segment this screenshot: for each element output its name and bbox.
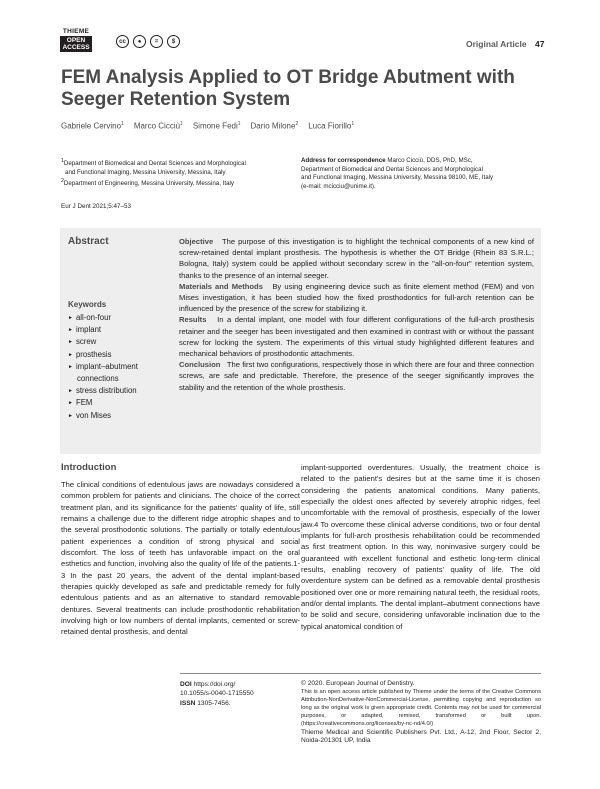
open-label: OPEN bbox=[66, 37, 86, 44]
affiliation-continuation: and Functional Imaging, Messina University, Messina, Italy bbox=[65, 168, 226, 176]
publisher-address: Thieme Medical and Scientific Publishers Pvt. Ltd., A-12, 2nd Floor, Sector 2, Noida-201301 UP, India bbox=[301, 728, 541, 744]
correspondence bbox=[301, 157, 541, 191]
nd-icon: = bbox=[150, 35, 163, 48]
author: Marco Cicciù$^1$ bbox=[133, 121, 183, 131]
abstract-objective: Objective The purpose of this investigation is to highlight the technical components of a new kind of screw-retained dental implant prosthesis. The hypothesis is whether the OT Bridge (Rhein 83 S.R.L.; Bologna, Italy) system could be applied without secondary screw in the "all-on-four" retention system, thanks to the presence of an internal seeger. bbox=[179, 237, 534, 280]
issn-label: ISSN bbox=[180, 699, 196, 707]
publisher-name: THIEME bbox=[62, 28, 90, 35]
copyright: © 2020. European Journal of Dentistry. bbox=[301, 680, 415, 687]
correspondence-email: (e-mail: mcicciu@unime.it). bbox=[301, 182, 376, 190]
abstract-body bbox=[179, 236, 534, 393]
author: Luca Fiorillo$^1$ bbox=[308, 121, 355, 131]
footer-divider bbox=[180, 673, 541, 674]
affiliation: $^2$Department of Engineering, Messina University, Messina, Italy bbox=[61, 178, 234, 188]
access-label: ACCESS bbox=[62, 44, 90, 51]
doi-link[interactable]: https://doi.org/ bbox=[193, 681, 236, 688]
author: Simone Fedi$^1$ bbox=[192, 121, 241, 131]
introduction-left-column bbox=[61, 479, 300, 638]
author-list bbox=[61, 121, 354, 131]
keyword: ► all-on-four bbox=[68, 312, 173, 324]
page-number: 47 bbox=[535, 39, 545, 49]
body-paragraph: implant-supported overdentures. Usually, the treatment choice is related to the patient's desires but at the same time it is chosen considering the patients anatomical conditions. Many patients, especially the oldest ones affected by severely atrophic ridges, feel uncomfortable with the removal of prosthesis, especially of the lower jaw.4 To overcome these clinical adverse conditions, two or four dental implants for full-arch prosthesis rehabilitation could be recommended as first treatment option. In this way, noninvasive surgery could be guaranteed with excellent functional and esthetic long-term clinical results, enabling recovery of patients' quality of life. The old overdenture system can be defined as a removable dental prosthesis positioned over one or more remaining natural teeth, the residual roots, and/or dental implants. The dental implant–abutment connections have to be solid and secure, considering unfavorable inclination due to the typical anatomical condition of bbox=[301, 463, 540, 631]
by-icon: ● bbox=[133, 35, 146, 48]
affiliations bbox=[61, 157, 286, 189]
article-type: Original Article bbox=[466, 39, 527, 49]
introduction-right-column bbox=[301, 462, 540, 632]
keywords-list bbox=[68, 312, 173, 422]
abstract-heading: Abstract bbox=[68, 236, 109, 247]
abstract-methods: Materials and Methods By using engineering device such as finite element method (FEM) and von Mises investigation, it has been studied how the fixed prosthodontics for full-arch retention can be influenced by the presence of the screw for stabilizing it. bbox=[179, 281, 534, 314]
keyword: ► von Mises bbox=[68, 410, 173, 422]
keywords-heading: Keywords bbox=[68, 300, 107, 309]
keyword: ► prosthesis bbox=[68, 349, 173, 361]
keyword: ► FEM bbox=[68, 397, 173, 409]
body-paragraph: The clinical conditions of edentulous jaws are nowadays considered a common problem for patients and clinicians. The choice of the correct treatment plan, and its significance for the patients' quality of life, still remains a challenge due to the different ridge atrophic shapes and to the several prosthodontic solutions. The partially or totally edentulous patient experiences a condition of strong physical and social discomfort. The loss of teeth has unfavorable impact on the oral esthetics and function, involving also the quality of life of the patients.1-3 In the past 20 years, the advent of the dental implant-based therapies quickly developed as safe and predictable remedy for fully edentulous patients and as an alternative to standard removable dentures. Several treatments can include prosthodontic rehabilitation involving high or low numbers of dental implants, cemented or screw-retained dental prosthesis, and dental bbox=[61, 480, 300, 637]
abstract-conclusion: Conclusion The first two configurations, respectively those in which there are four and three connection screws, are safe and predictable. Therefore, the presence of the seeger significantly improves the stability and the retention of the whole prosthesis. bbox=[179, 360, 534, 392]
abstract-results: Results In a dental implant, one model with four different configurations of the full-arch prosthesis retainer and the seeger has been investigated and then examined in contrast with or without the passant screw for locking the system. The experiments of this virtual study highlighted different features and mechanical behaviors of prosthodontic attachments. bbox=[179, 315, 534, 359]
author: Dario Milone$^2$ bbox=[250, 121, 299, 131]
license-icons bbox=[116, 35, 180, 48]
correspondence-line: and Functional Imaging, Messina University, Messina 98100, ME, Italy bbox=[301, 174, 494, 182]
keyword: ► implant bbox=[68, 324, 173, 336]
doi-block bbox=[180, 680, 254, 708]
correspondence-label: Address for correspondence bbox=[301, 157, 386, 164]
correspondence-name: Marco Cicciù, DDS, PhD, MSc, bbox=[387, 157, 473, 164]
author: Gabriele Cervino$^1$ bbox=[61, 121, 124, 131]
nc-icon: $ bbox=[167, 35, 180, 48]
issn-value: 1305-7456. bbox=[197, 699, 231, 707]
article-title: FEM Analysis Applied to OT Bridge Abutment with Seeger Retention System bbox=[61, 67, 515, 110]
doi-value: 10.1055/s-0040-1715550 bbox=[180, 690, 254, 698]
keyword-continuation: connections bbox=[77, 374, 119, 384]
doi-label: DOI bbox=[180, 681, 192, 688]
correspondence-line: Department of Biomedical and Dental Sciences and Morphological bbox=[301, 165, 483, 173]
keyword: ► screw bbox=[68, 336, 173, 348]
keyword: ► implant–abutment bbox=[68, 361, 173, 373]
license-text: This is an open access article published by Thieme under the terms of the Creative Commons Attribution-NonDerivative-NonCommercial-License, permitting copying and reproduction so long as the original work is given appropriate credit. Contents may not be used for commercial purposes, or adapted, remixed, transformed or built upon. (https://creativecommons.org/licenses/by-nc-nd/4.0/) bbox=[301, 689, 541, 728]
citation: Eur J Dent 2021;5:47–53 bbox=[61, 203, 132, 210]
cc-icon: cc bbox=[116, 35, 129, 48]
keyword: ► stress distribution bbox=[68, 385, 173, 397]
license-block bbox=[301, 680, 541, 745]
thieme-open-access-logo bbox=[60, 28, 92, 58]
affiliation: $^1$Department of Biomedical and Dental Sciences and Morphological bbox=[61, 158, 246, 168]
open-access-badge bbox=[60, 36, 92, 52]
introduction-heading: Introduction bbox=[61, 462, 117, 473]
